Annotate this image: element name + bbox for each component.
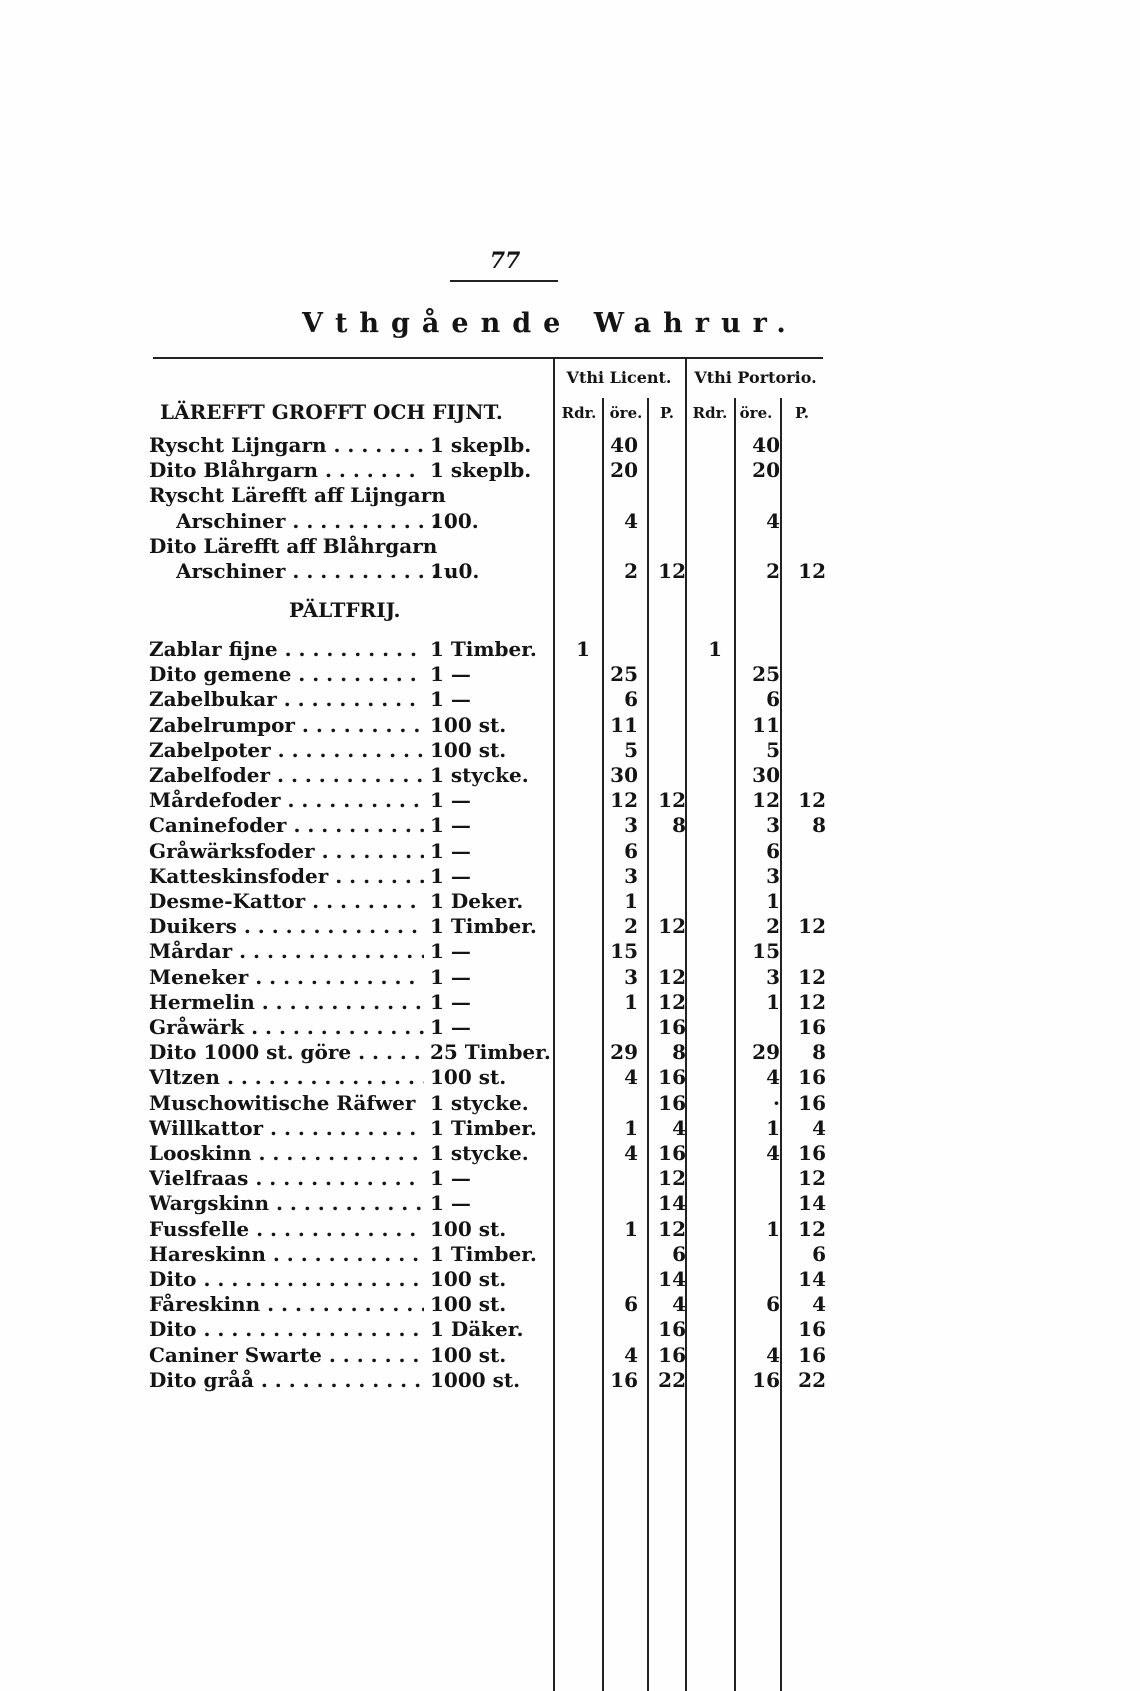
item-name: Willkattor . . . [149, 1115, 424, 1141]
item-quantity: 1 skeplb. [430, 433, 532, 457]
item-quantity: 1 — [430, 788, 471, 813]
item-quantity: 1 Timber. [430, 637, 537, 661]
licent-p-value: 12 [658, 1216, 686, 1241]
table-row [0, 482, 1140, 508]
table-row [0, 1342, 1140, 1368]
licent-p-value: 6 [672, 1241, 686, 1266]
item-name: Vielfraas . . . [149, 1165, 424, 1191]
item-quantity: 1 — [430, 964, 471, 989]
portorio-ore-value: 5 [766, 737, 780, 762]
portorio-p-value: 12 [798, 964, 826, 989]
licent-rdr-value: 1 [576, 637, 590, 661]
item-quantity: 100 st. [430, 1342, 507, 1367]
item-quantity: 1 Timber. [430, 1241, 537, 1266]
portorio-p-value: 12 [798, 1216, 826, 1241]
item-quantity: 1 — [430, 813, 471, 838]
table-row [0, 558, 1140, 584]
item-name: Muschowitische Räfwer . . . [149, 1090, 424, 1116]
licent-ore-value: 1 [624, 1115, 638, 1140]
licent-ore-value: 6 [624, 1292, 638, 1317]
portorio-p-value: 14 [798, 1267, 826, 1291]
licent-ore-value: 30 [610, 763, 638, 787]
item-quantity: 100 st. [430, 1292, 507, 1317]
portorio-p-value: 22 [798, 1367, 826, 1392]
licent-p-value: 8 [672, 813, 686, 838]
licent-p-value: 14 [658, 1191, 686, 1216]
section-heading: LÄREFFT GROFFT OCH FIJNT. [160, 400, 503, 424]
portorio-ore-value: 4 [766, 1141, 780, 1165]
licent-ore-value: 4 [624, 1342, 638, 1367]
portorio-p-value: 16 [798, 1015, 826, 1039]
item-name: Zabelrumpor . . . [149, 712, 424, 738]
item-name: Ryscht Lijngarn . . . [149, 432, 424, 458]
table-row [0, 938, 1140, 964]
portorio-ore-value: 4 [766, 1065, 780, 1090]
item-quantity: 100. [430, 508, 479, 533]
item-name: Gråwärksfoder . . . [149, 838, 424, 864]
portorio-ore-value: 15 [752, 939, 780, 964]
item-quantity: 1 — [430, 838, 471, 863]
portorio-ore-value: 6 [766, 687, 780, 712]
item-name: Dito . . . [149, 1266, 424, 1292]
item-name: Duikers . . . [149, 913, 424, 939]
item-name: Zabelfoder . . . [149, 762, 424, 788]
table-row [0, 1115, 1140, 1141]
item-name: Meneker . . . [149, 964, 424, 990]
licent-ore-value: 4 [624, 508, 638, 533]
item-quantity: 100 st. [430, 1267, 507, 1291]
portorio-rdr-value: 1 [708, 637, 722, 661]
item-quantity: 1 — [430, 1166, 471, 1191]
portorio-ore-value: 40 [752, 433, 780, 457]
licent-ore-value: 16 [610, 1367, 638, 1392]
item-name: Desme-Kattor . . . [149, 888, 424, 914]
licent-p-value: 22 [658, 1367, 686, 1392]
table-row [0, 1190, 1140, 1216]
page-title: Vthgående Wahrur. [302, 308, 798, 339]
licent-ore-value: 4 [624, 1065, 638, 1090]
table-row [0, 787, 1140, 813]
item-name: Caniner Swarte . . . [149, 1342, 424, 1368]
licent-p-value: 12 [658, 914, 686, 939]
table-row [0, 432, 1140, 458]
item-quantity: 1 Deker. [430, 889, 524, 913]
item-name: Zabelbukar . . . [149, 686, 424, 712]
item-name: Mårdar . . . [149, 938, 424, 964]
licent-p-value: 4 [672, 1292, 686, 1317]
item-quantity: 1u0. [430, 559, 480, 583]
table-row [0, 1241, 1140, 1267]
licent-group-header: Vthi Licent. [566, 368, 672, 387]
table-row [0, 457, 1140, 483]
licent-ore-value: 3 [624, 964, 638, 989]
table-row [0, 661, 1140, 687]
licent-ore-value: 11 [610, 712, 638, 737]
item-quantity: 1 — [430, 989, 471, 1014]
item-name: Ryscht Lärefft aff Lijngarn [149, 483, 446, 508]
licent-ore-value: 3 [624, 813, 638, 838]
licent-p-value: 16 [658, 1065, 686, 1090]
table-row [0, 1316, 1140, 1342]
licent-ore-value: 5 [624, 737, 638, 762]
item-name: Dito . . . [149, 1316, 424, 1342]
table-row [0, 1367, 1140, 1393]
item-quantity: 100 st. [430, 1216, 507, 1241]
licent-ore-value: 1 [624, 889, 638, 913]
table-row [0, 1216, 1140, 1242]
portorio-ore-value: 11 [752, 712, 780, 737]
table-row [0, 1266, 1140, 1292]
item-name: Arschiner . . . [176, 508, 451, 534]
item-name: Dito Lärefft aff Blåhrgarn [149, 533, 438, 558]
portorio-ore-value: 29 [752, 1040, 780, 1065]
table-row [0, 964, 1140, 990]
table-row [0, 989, 1140, 1015]
portorio-p-value: 8 [812, 1040, 826, 1065]
portorio-p-value: 4 [812, 1115, 826, 1140]
licent-p-value: 16 [658, 1015, 686, 1039]
portorio-p-value: 6 [812, 1241, 826, 1266]
table-row [0, 812, 1140, 838]
licent-ore-value: 6 [624, 687, 638, 712]
table-row [0, 1090, 1140, 1116]
portorio-p-value: 16 [798, 1317, 826, 1342]
item-name: Mårdefoder . . . [149, 787, 424, 813]
item-name: Katteskinsfoder . . . [149, 863, 424, 889]
item-quantity: 100 st. [430, 712, 507, 737]
item-name: Vltzen . . . [149, 1064, 424, 1090]
table-row [0, 1039, 1140, 1065]
portorio-ore-value: 1 [766, 989, 780, 1014]
licent-ore-value: 12 [610, 788, 638, 813]
table-row [0, 838, 1140, 864]
portorio-ore-value: 3 [766, 964, 780, 989]
portorio-ore-value: 6 [766, 838, 780, 863]
item-quantity: 25 Timber. [430, 1040, 551, 1065]
item-quantity: 1 Timber. [430, 1115, 537, 1140]
table-row [0, 1140, 1140, 1166]
item-name: Hareskinn . . . [149, 1241, 424, 1267]
item-name: Fussfelle . . . [149, 1216, 424, 1242]
item-quantity: 1 — [430, 687, 471, 712]
item-quantity: 1 — [430, 1191, 471, 1216]
portorio-ore-value: 1 [766, 889, 780, 913]
licent-ore-value: 20 [610, 458, 638, 483]
portorio-ore-header: öre. [739, 404, 773, 422]
portorio-ore-value: 30 [752, 763, 780, 787]
table-row [0, 636, 1140, 662]
portorio-ore-value: 4 [766, 508, 780, 533]
licent-p-value: 12 [658, 788, 686, 813]
licent-p-value: 16 [658, 1342, 686, 1367]
table-row [0, 533, 1140, 559]
portorio-ore-value: 20 [752, 458, 780, 483]
portorio-ore-value: 2 [766, 559, 780, 583]
licent-p-value: 8 [672, 1040, 686, 1065]
item-quantity: 1 stycke. [430, 763, 529, 787]
licent-ore-value: 6 [624, 838, 638, 863]
item-name: Dito Blåhrgarn . . . [149, 457, 424, 483]
item-quantity: 1 stycke. [430, 1141, 529, 1165]
item-quantity: 1 — [430, 939, 471, 964]
item-quantity: 100 st. [430, 737, 507, 762]
licent-ore-value: 15 [610, 939, 638, 964]
item-quantity: 1000 st. [430, 1367, 521, 1392]
licent-ore-value: 2 [624, 914, 638, 939]
licent-ore-value: 25 [610, 662, 638, 687]
licent-ore-value: 4 [624, 1141, 638, 1165]
portorio-p-value: 8 [812, 813, 826, 838]
portorio-rdr-header: Rdr. [692, 404, 728, 422]
item-quantity: 1 — [430, 863, 471, 888]
table-row [0, 863, 1140, 889]
item-quantity: 1 skeplb. [430, 458, 532, 483]
portorio-p-value: 4 [812, 1292, 826, 1317]
portorio-ore-value: 6 [766, 1292, 780, 1317]
item-name: Dito gemene . . . [149, 661, 424, 687]
section-heading: PÄLTFRIJ. [289, 598, 401, 622]
licent-ore-value: 40 [610, 433, 638, 457]
item-quantity: 1 stycke. [430, 1090, 529, 1115]
portorio-group-header: Vthi Portorio. [694, 368, 817, 387]
portorio-ore-value: 25 [752, 662, 780, 687]
portorio-ore-value: 1 [766, 1216, 780, 1241]
table-row [0, 913, 1140, 939]
licent-ore-value: 1 [624, 989, 638, 1014]
table-top-rule [153, 357, 823, 359]
portorio-ore-value: 2 [766, 914, 780, 939]
portorio-p-value: 14 [798, 1191, 826, 1216]
portorio-ore-value: 12 [752, 788, 780, 813]
table-row [0, 762, 1140, 788]
item-name: Wargskinn . . . [149, 1190, 424, 1216]
table-row [0, 737, 1140, 763]
licent-p-header: P. [659, 404, 675, 422]
licent-p-value: 16 [658, 1090, 686, 1115]
licent-p-value: 12 [658, 559, 686, 583]
item-name: Dito 1000 st. göre . . . [149, 1039, 424, 1065]
licent-p-value: 16 [658, 1141, 686, 1165]
licent-ore-value: 1 [624, 1216, 638, 1241]
portorio-p-header: P. [794, 404, 810, 422]
licent-p-value: 12 [658, 1166, 686, 1191]
table-row [0, 1014, 1140, 1040]
table-row [0, 508, 1140, 534]
licent-ore-value: 29 [610, 1040, 638, 1065]
item-name: Gråwärk . . . [149, 1014, 424, 1040]
licent-ore-header: öre. [609, 404, 643, 422]
licent-p-value: 12 [658, 964, 686, 989]
item-quantity: 1 Timber. [430, 914, 537, 939]
item-quantity: 1 — [430, 1015, 471, 1039]
table-row [0, 1064, 1140, 1090]
item-quantity: 1 Däker. [430, 1317, 524, 1342]
portorio-ore-value: · [773, 1090, 780, 1115]
portorio-ore-value: 4 [766, 1342, 780, 1367]
item-name: Hermelin . . . [149, 989, 424, 1015]
item-name: Dito gråå . . . [149, 1367, 424, 1393]
portorio-p-value: 12 [798, 1166, 826, 1191]
item-name: Arschiner . . . [176, 558, 451, 584]
licent-p-value: 12 [658, 989, 686, 1014]
portorio-ore-value: 1 [766, 1115, 780, 1140]
page-number-rule [450, 280, 558, 282]
item-quantity: 1 — [430, 662, 471, 687]
portorio-ore-value: 3 [766, 813, 780, 838]
item-name: Caninefoder . . . [149, 812, 424, 838]
item-name: Zabelpoter . . . [149, 737, 424, 763]
licent-ore-value: 3 [624, 863, 638, 888]
portorio-p-value: 12 [798, 788, 826, 813]
item-name: Fåreskinn . . . [149, 1291, 424, 1317]
licent-ore-value: 2 [624, 559, 638, 583]
portorio-ore-value: 16 [752, 1367, 780, 1392]
table-row [0, 712, 1140, 738]
table-row [0, 888, 1140, 914]
page-number: 77 [489, 248, 521, 274]
licent-p-value: 16 [658, 1317, 686, 1342]
licent-p-value: 4 [672, 1115, 686, 1140]
portorio-p-value: 16 [798, 1342, 826, 1367]
licent-rdr-header: Rdr. [561, 404, 597, 422]
portorio-p-value: 12 [798, 989, 826, 1014]
table-row [0, 1291, 1140, 1317]
table-row [0, 1165, 1140, 1191]
portorio-p-value: 16 [798, 1141, 826, 1165]
licent-p-value: 14 [658, 1267, 686, 1291]
portorio-p-value: 16 [798, 1065, 826, 1090]
portorio-ore-value: 3 [766, 863, 780, 888]
table-row [0, 686, 1140, 712]
portorio-p-value: 12 [798, 914, 826, 939]
item-quantity: 100 st. [430, 1065, 507, 1090]
item-name: Looskinn . . . [149, 1140, 424, 1166]
portorio-p-value: 12 [798, 559, 826, 583]
item-name: Zablar fijne . . . [149, 636, 424, 662]
portorio-p-value: 16 [798, 1090, 826, 1115]
